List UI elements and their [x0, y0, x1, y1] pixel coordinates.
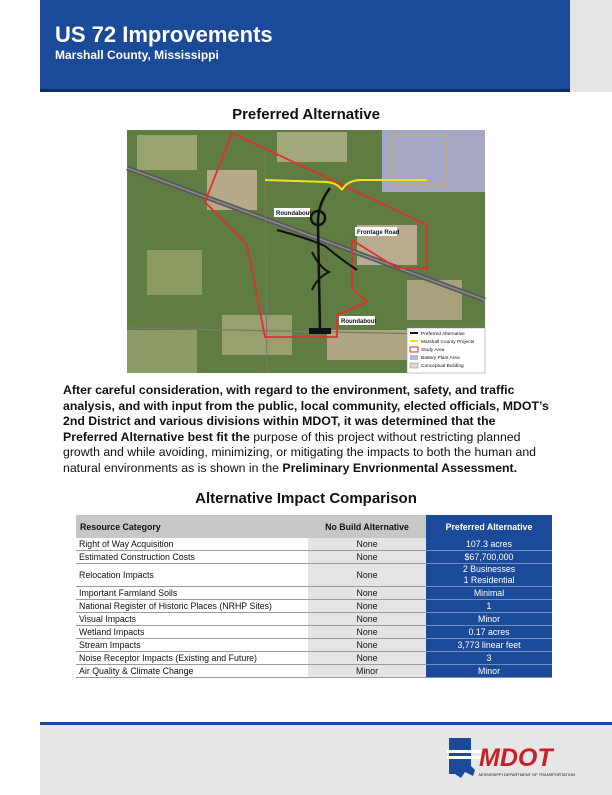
roundabout-north-label: Roundabout — [276, 211, 312, 217]
table-row — [76, 551, 552, 564]
map-field — [222, 315, 292, 355]
row-preferred: 3 — [426, 652, 552, 665]
page-subtitle: Marshall County, Mississippi — [55, 48, 219, 62]
row-preferred: Minor — [426, 665, 552, 678]
battery-plant-area — [382, 130, 485, 192]
legend-label: Conceptual Building — [421, 364, 464, 369]
description-end-bold: Preliminary Envrionmental Assessment. — [282, 460, 518, 475]
legend-swatch-preferred — [410, 332, 418, 334]
legend-swatch-county — [410, 340, 418, 342]
row-preferred: $67,700,000 — [426, 551, 552, 564]
logo-stripe — [447, 750, 481, 753]
mdot-logo-text: MDOT — [479, 744, 553, 772]
table-header-row — [76, 515, 552, 538]
mdot-logo-subtext: MISSISSIPPI DEPARTMENT OF TRANSPORTATION — [479, 772, 575, 777]
row-preferred: 0.17 acres — [426, 626, 552, 639]
table-row — [76, 600, 552, 613]
table-row — [76, 613, 552, 626]
map-field — [137, 135, 197, 170]
description-normal: purpose of this project without restricting planned growth and while avoiding, minimizing, or mitigating the impacts to both the human and natural environments as is shown in the — [63, 429, 537, 475]
row-preferred: Minimal — [426, 587, 552, 600]
row-no-build: None — [308, 538, 426, 551]
header-left-margin — [0, 0, 40, 92]
row-preferred: Minor — [426, 613, 552, 626]
preferred-alternative-map — [127, 130, 485, 373]
legend-swatch-building — [410, 363, 418, 368]
row-category: Relocation Impacts — [76, 564, 308, 587]
row-no-build: None — [308, 639, 426, 652]
map-graphic — [127, 130, 485, 373]
table-row — [76, 626, 552, 639]
table-row — [76, 639, 552, 652]
map-field — [127, 330, 197, 373]
row-category: Estimated Construction Costs — [76, 551, 308, 564]
row-preferred-line2: 1 Residential — [463, 575, 515, 585]
page-header — [40, 0, 570, 92]
map-field — [277, 132, 347, 162]
row-no-build: None — [308, 652, 426, 665]
row-preferred: 1 — [426, 600, 552, 613]
roundabout-south-symbol — [309, 328, 331, 334]
header-resource-category: Resource Category — [76, 515, 308, 538]
mdot-logo — [445, 736, 575, 782]
legend-label: Preferred Alternative — [421, 332, 465, 337]
table-row — [76, 538, 552, 551]
legend-label: Battery Plant Area — [421, 356, 460, 361]
header-right-band — [570, 0, 612, 92]
row-category: Important Farmland Soils — [76, 587, 308, 600]
row-category: Noise Receptor Impacts (Existing and Future) — [76, 652, 308, 665]
row-preferred-line1: 2 Businesses — [462, 564, 516, 574]
legend-label: Study Area — [421, 348, 445, 353]
legend-label: Marshall County Projects — [421, 340, 475, 345]
row-no-build: None — [308, 613, 426, 626]
table-row — [76, 564, 552, 587]
row-category: National Register of Historic Places (NRHP Sites) — [76, 600, 308, 613]
map-field — [327, 330, 407, 360]
legend-swatch-battery — [410, 355, 418, 360]
row-no-build: None — [308, 551, 426, 564]
row-category: Visual Impacts — [76, 613, 308, 626]
frontage-road-label: Frontage Road — [357, 230, 400, 236]
row-no-build: None — [308, 587, 426, 600]
impact-comparison-table — [76, 515, 552, 678]
description-paragraph — [63, 383, 549, 476]
map-section-title: Preferred Alternative — [232, 106, 380, 123]
page-title: US 72 Improvements — [55, 22, 273, 47]
map-field — [147, 250, 202, 295]
logo-stripe — [447, 756, 481, 759]
row-no-build: None — [308, 600, 426, 613]
row-preferred — [426, 564, 552, 587]
table-row — [76, 652, 552, 665]
row-preferred: 107.3 acres — [426, 538, 552, 551]
table-row — [76, 587, 552, 600]
header-preferred: Preferred Alternative — [426, 515, 552, 538]
header-no-build: No Build Alternative — [308, 515, 426, 538]
map-legend — [407, 328, 485, 373]
row-category: Stream Impacts — [76, 639, 308, 652]
row-preferred: 3,773 linear feet — [426, 639, 552, 652]
row-no-build: None — [308, 564, 426, 587]
roundabout-south-label: Roundabout — [341, 319, 377, 325]
description-bold: After careful consideration, with regard to the environment, safety, and traffic analysis, and with input from the public, local community, elected officials, MDOT’s 2nd District and various divisions within MDOT, it was determined that the Preferred Alternative best fit the — [63, 383, 549, 444]
table-section-title: Alternative Impact Comparison — [195, 490, 417, 507]
table-row — [76, 665, 552, 678]
row-no-build: Minor — [308, 665, 426, 678]
row-category: Right of Way Acquisition — [76, 538, 308, 551]
row-category: Wetland Impacts — [76, 626, 308, 639]
row-no-build: None — [308, 626, 426, 639]
row-category: Air Quality & Climate Change — [76, 665, 308, 678]
